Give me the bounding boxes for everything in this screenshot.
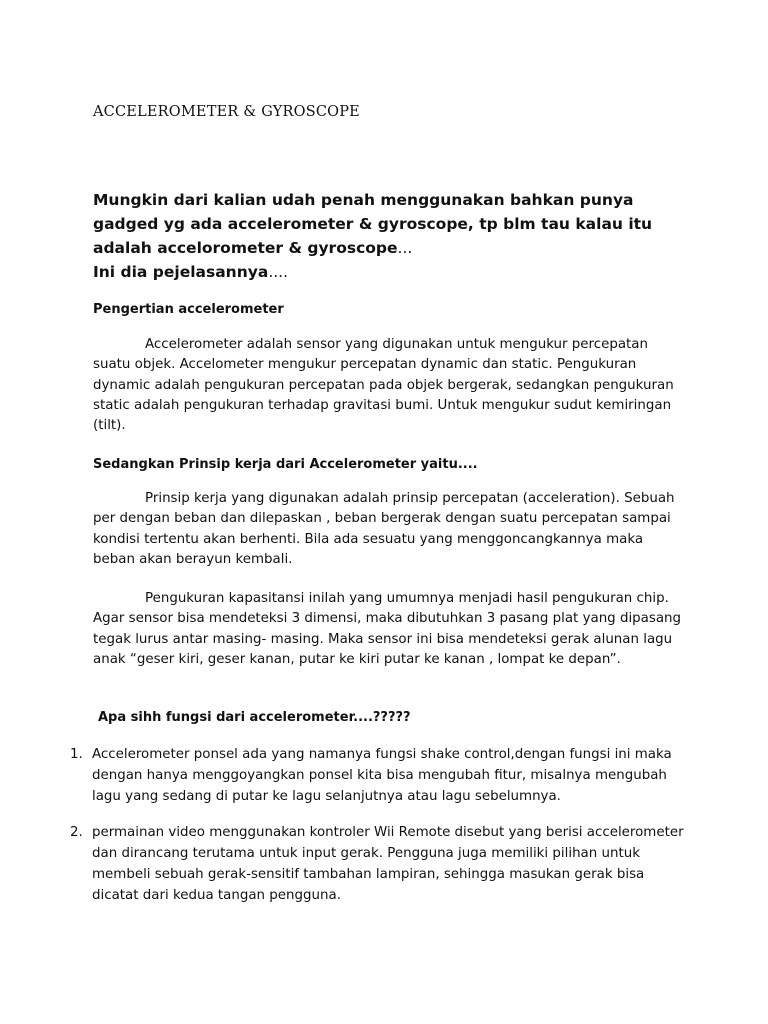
intro-line-1: Mungkin dari kalian udah penah menggunakan bahkan punya xyxy=(93,191,634,209)
list-item-number: 2. xyxy=(70,825,83,840)
section-heading-pengertian: Pengertian accelerometer xyxy=(93,302,284,317)
list-item-number: 1. xyxy=(70,747,83,762)
intro-line-4 xyxy=(93,260,733,284)
paragraph-prinsip-1-text: Prinsip kerja yang digunakan adalah prinsip percepatan (acceleration). Sebuah per dengan beban dan dilepaskan , beban bergerak dengan suatu percepatan sampai kondisi tertentu akan berhenti. Bila ada sesuatu yang menggoncangkannya maka beban akan berayun kembali. xyxy=(93,491,675,567)
document-title: ACCELEROMETER & GYROSCOPE xyxy=(93,104,360,120)
fungsi-list xyxy=(70,744,690,921)
intro-line-4-dots: .... xyxy=(268,263,289,281)
intro-line-3-text: adalah accelorometer & gyroscope xyxy=(93,239,398,257)
paragraph-pengertian xyxy=(93,335,683,436)
list-item xyxy=(70,744,690,807)
section-heading-fungsi: Apa sihh fungsi dari accelerometer....????? xyxy=(98,710,411,725)
intro-line-3 xyxy=(93,236,733,260)
intro-line-2: gadged yg ada accelerometer & gyroscope, tp blm tau kalau itu xyxy=(93,215,653,233)
paragraph-prinsip-2-text: Pengukuran kapasitansi inilah yang umumnya menjadi hasil pengukuran chip. Agar sensor bisa mendeteksi 3 dimensi, maka dibutuhkan 3 pasang plat yang dipasang tegak lurus antar masing- masing. Maka sensor ini bisa mendeteksi gerak alunan lagu anak “geser kiri, geser kanan, putar ke kiri putar ke kanan , lompat ke depan”. xyxy=(93,591,682,667)
intro-line-4-text: Ini dia pejelasannya xyxy=(93,263,269,281)
paragraph-prinsip-2 xyxy=(93,589,683,670)
paragraph-prinsip-1 xyxy=(93,489,683,570)
intro-block xyxy=(93,188,733,284)
paragraph-pengertian-text: Accelerometer adalah sensor yang digunakan untuk mengukur percepatan suatu objek. Accelometer mengukur percepatan dynamic dan static. Pengukuran dynamic adalah pengukuran percepatan pada objek bergerak, sedangkan pengukuran static adalah pengukuran terhadap gravitasi bumi. Untuk mengukur sudut kemiringan (tilt). xyxy=(93,337,674,434)
list-item xyxy=(70,822,690,906)
list-item-text: Accelerometer ponsel ada yang namanya fungsi shake control,dengan fungsi ini maka dengan hanya menggoyangkan ponsel kita bisa mengubah fitur, misalnya mengubah lagu yang sedang di putar ke lagu selanjutnya atau lagu sebelumnya. xyxy=(92,747,672,804)
intro-line-3-dots: ... xyxy=(397,239,413,257)
section-heading-prinsip: Sedangkan Prinsip kerja dari Accelerometer yaitu.... xyxy=(93,457,478,472)
list-item-text: permainan video menggunakan kontroler Wii Remote disebut yang berisi accelerometer dan dirancang terutama untuk input gerak. Pengguna juga memiliki pilihan untuk membeli sebuah gerak-sensitif tambahan lampiran, sehingga masukan gerak bisa dicatat dari kedua tangan pengguna. xyxy=(92,825,684,903)
